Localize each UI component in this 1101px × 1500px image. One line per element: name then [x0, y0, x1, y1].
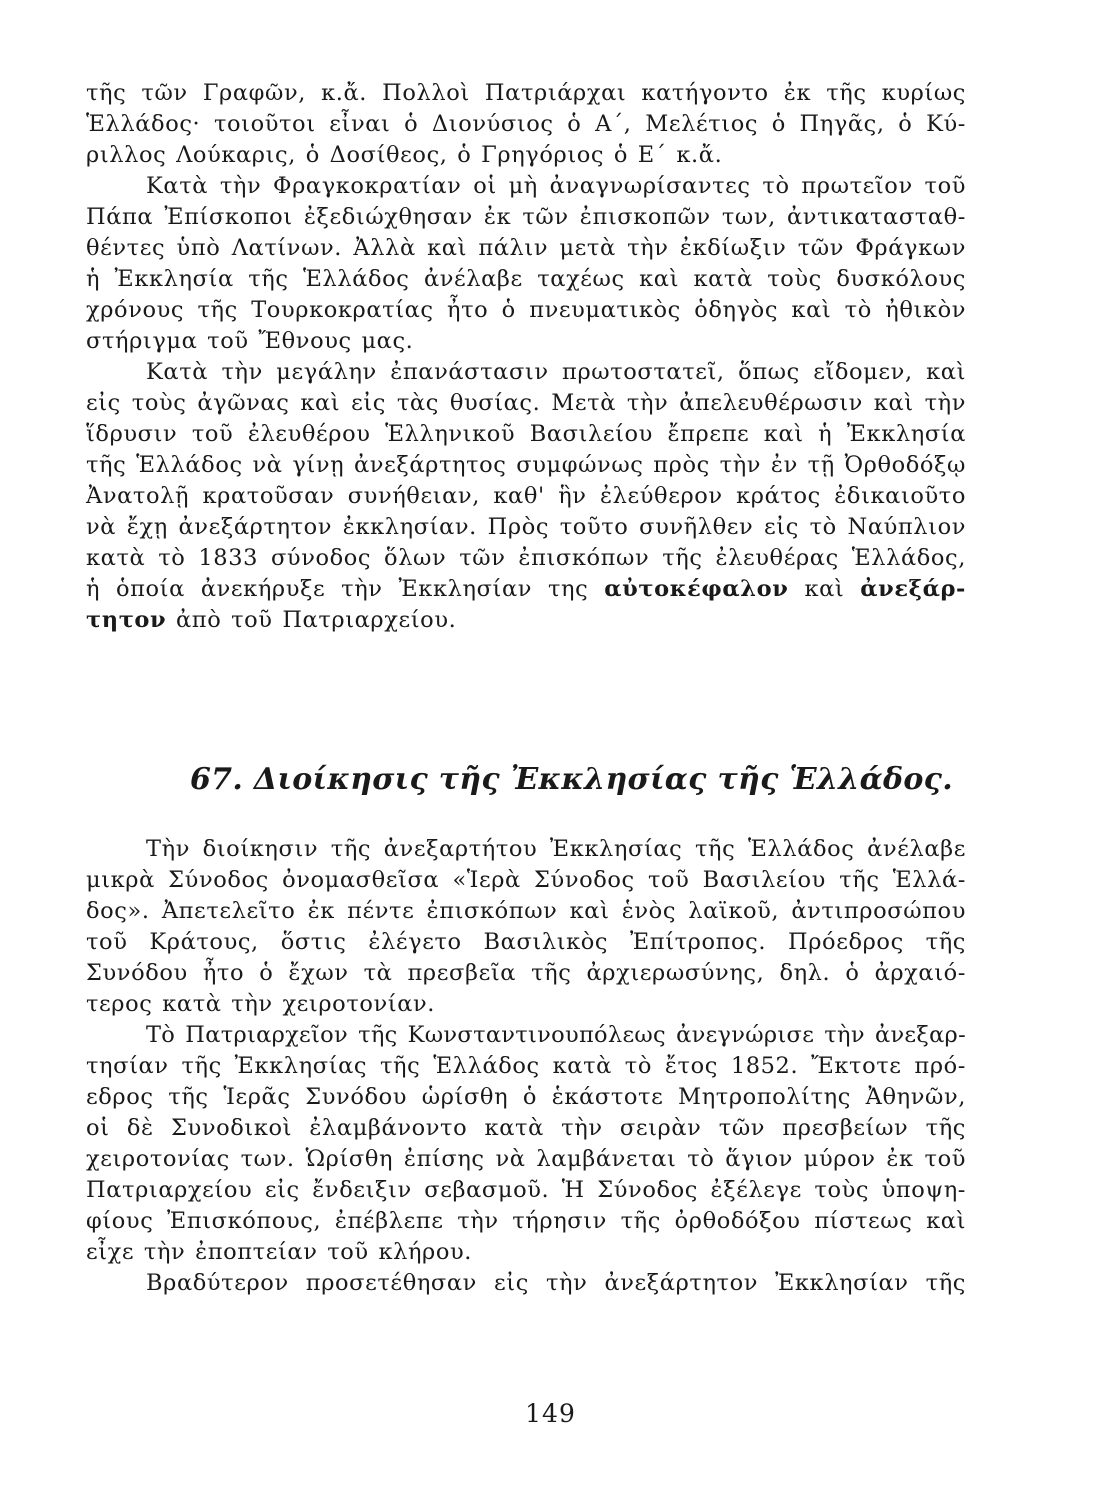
text-line: εδρος τῆς Ἱερᾶς Συνόδου ὡρίσθη ὁ ἑκάστοτε Μητροπολίτης Ἀθηνῶν, — [86, 1084, 966, 1110]
text-line: Πατριαρχείου εἰς ἔνδειξιν σεβασμοῦ. Ἡ Σύνοδος ἐξέλεγε τοὺς ὑποψη- — [86, 1177, 966, 1203]
text-line: Ἑλλάδος· τοιοῦτοι εἶναι ὁ Διονύσιος ὁ Α΄, Μελέτιος ὁ Πηγᾶς, ὁ Κύ- — [86, 111, 966, 137]
text-span: καὶ — [788, 576, 861, 602]
page-number: 149 — [525, 1399, 576, 1428]
section-67-body — [86, 834, 966, 1299]
text-line: μικρὰ Σύνοδος ὀνομασθεῖσα «Ἱερὰ Σύνοδος τοῦ Βασιλείου τῆς Ἑλλά- — [86, 867, 966, 893]
text-line: Κατὰ τὴν Φραγκοκρατίαν οἱ μὴ ἀναγνωρίσαντες τὸ πρωτεῖον τοῦ — [146, 173, 966, 199]
text-line: ἵδρυσιν τοῦ ἐλευθέρου Ἑλληνικοῦ Βασιλείου ἔπρεπε καὶ ἡ Ἐκκλησία — [86, 421, 966, 447]
section-66-conclusion — [86, 78, 966, 636]
text-line: Ἀνατολῇ κρατοῦσαν συνήθειαν, καθ' ἣν ἐλεύθερον κράτος ἐδικαιοῦτο — [86, 483, 966, 509]
text-line: τῆς Ἑλλάδος νὰ γίνῃ ἀνεξάρτητος συμφώνως πρὸς τὴν ἐν τῇ Ὀρθοδόξῳ — [86, 452, 966, 478]
text-span: ἡ ὁποία ἀνεκήρυξε τὴν Ἐκκλησίαν της — [86, 576, 605, 602]
bold-term: ἀνεξάρ- — [860, 576, 966, 602]
text-line: τῆς τῶν Γραφῶν, κ.ἄ. Πολλοὶ Πατριάρχαι κατήγοντο ἐκ τῆς κυρίως — [86, 80, 966, 106]
text-line: οἱ δὲ Συνοδικοὶ ἐλαμβάνοντο κατὰ τὴν σειρὰν τῶν πρεσβείων τῆς — [86, 1115, 966, 1141]
text-line: στήριγμα τοῦ Ἔθνους μας. — [86, 328, 414, 354]
text-line: Πάπα Ἐπίσκοποι ἐξεδιώχθησαν ἐκ τῶν ἐπισκοπῶν των, ἀντικατασταθ- — [86, 204, 966, 230]
bold-term: τητον — [86, 607, 167, 633]
text-line: δος». Ἀπετελεῖτο ἐκ πέντε ἐπισκόπων καὶ ἑνὸς λαϊκοῦ, ἀντιπροσώπου — [86, 898, 966, 924]
text-line — [86, 605, 966, 636]
text-line: χειροτονίας των. Ὡρίσθη ἐπίσης νὰ λαμβάνεται τὸ ἅγιον μύρον ἐκ τοῦ — [86, 1146, 966, 1172]
text-span: ἀπὸ τοῦ Πατριαρχείου. — [166, 607, 457, 633]
text-line: Τὴν διοίκησιν τῆς ἀνεξαρτήτου Ἐκκλησίας τῆς Ἑλλάδος ἀνέλαβε — [146, 836, 966, 862]
text-line: Βραδύτερον προσετέθησαν εἰς τὴν ἀνεξάρτητον Ἐκκλησίαν τῆς — [146, 1270, 966, 1296]
text-line: φίους Ἐπισκόπους, ἐπέβλεπε τὴν τήρησιν τῆς ὀρθοδόξου πίστεως καὶ — [86, 1208, 966, 1234]
section-heading: 67. Διοίκησις τῆς Ἐκκλησίας τῆς Ἑλλάδος. — [190, 762, 953, 797]
bold-term: αὐτοκέφαλον — [604, 576, 789, 602]
text-line: τοῦ Κράτους, ὅστις ἐλέγετο Βασιλικὸς Ἐπίτροπος. Πρόεδρος τῆς — [86, 929, 966, 955]
text-line: εἰς τοὺς ἀγῶνας καὶ εἰς τὰς θυσίας. Μετὰ τὴν ἀπελευθέρωσιν καὶ τὴν — [86, 390, 966, 416]
text-line: Τὸ Πατριαρχεῖον τῆς Κωνσταντινουπόλεως ἀνεγνώρισε τὴν ἀνεξαρ- — [146, 1022, 966, 1048]
text-line: εἶχε τὴν ἐποπτείαν τοῦ κλήρου. — [86, 1239, 473, 1265]
text-line: Κατὰ τὴν μεγάλην ἐπανάστασιν πρωτοστατεῖ, ὅπως εἴδομεν, καὶ — [146, 359, 966, 385]
text-line: τερος κατὰ τὴν χειροτονίαν. — [86, 991, 436, 1017]
text-line: τησίαν τῆς Ἐκκλησίας τῆς Ἑλλάδος κατὰ τὸ ἔτος 1852. Ἔκτοτε πρό- — [86, 1053, 966, 1079]
text-line: κατὰ τὸ 1833 σύνοδος ὅλων τῶν ἐπισκόπων τῆς ἐλευθέρας Ἑλλάδος, — [86, 545, 966, 571]
text-line: νὰ ἔχῃ ἀνεξάρτητον ἐκκλησίαν. Πρὸς τοῦτο συνῆλθεν εἰς τὸ Ναύπλιον — [86, 514, 966, 540]
text-line: ἡ Ἐκκλησία τῆς Ἑλλάδος ἀνέλαβε ταχέως καὶ κατὰ τοὺς δυσκόλους — [86, 266, 966, 292]
text-line: Συνόδου ἦτο ὁ ἔχων τὰ πρεσβεῖα τῆς ἀρχιερωσύνης, δηλ. ὁ ἀρχαιό- — [86, 960, 966, 986]
text-line: ριλλος Λούκαρις, ὁ Δοσίθεος, ὁ Γρηγόριος ὁ Ε΄ κ.ἄ. — [86, 142, 723, 168]
text-line: χρόνους τῆς Τουρκοκρατίας ἦτο ὁ πνευματικὸς ὁδηγὸς καὶ τὸ ἠθικὸν — [86, 297, 966, 323]
text-line — [86, 574, 966, 605]
text-line: θέντες ὑπὸ Λατίνων. Ἀλλὰ καὶ πάλιν μετὰ τὴν ἐκδίωξιν τῶν Φράγκων — [86, 235, 966, 261]
